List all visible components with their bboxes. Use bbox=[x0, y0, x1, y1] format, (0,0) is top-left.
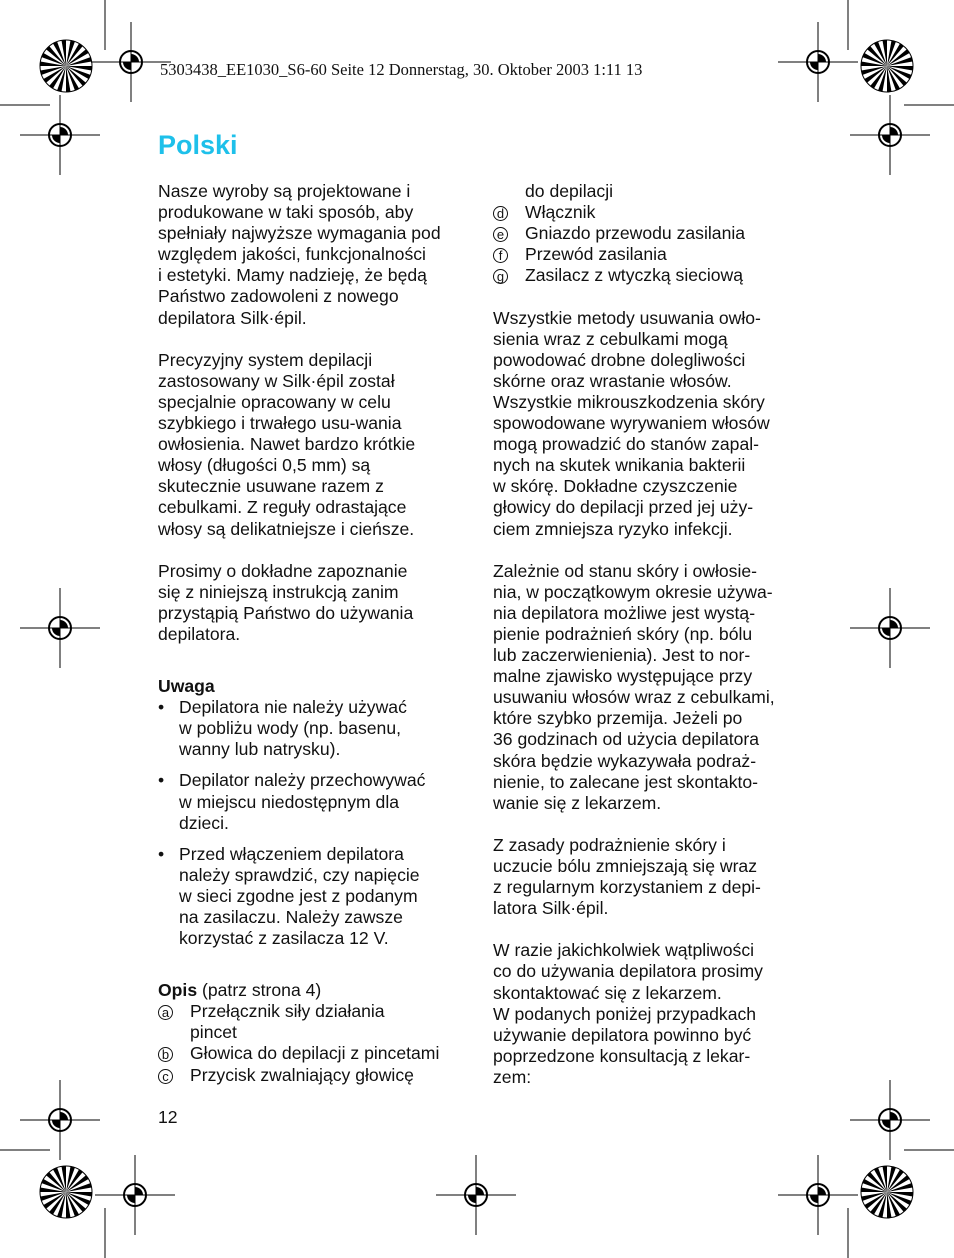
part-item: d Włącznik bbox=[493, 202, 798, 223]
print-header: 5303438_EE1030_S6-60 Seite 12 Donnerstag, 30. Oktober 2003 1:11 13 bbox=[160, 60, 643, 79]
page-title: Polski bbox=[158, 130, 238, 160]
part-continued: do depilacji bbox=[525, 181, 614, 201]
letter-c-icon: c bbox=[158, 1069, 173, 1084]
starburst-mark bbox=[40, 1166, 92, 1218]
intro-paragraph: Nasze wyroby są projektowane i produkowane w taki sposób, aby spełniały najwyższe wymagania pod względem jakości, funkcjonalności i estetyki. Mamy nadzieję, że będą Państwo zadowoleni z nowego depilatora Silk·épil. bbox=[158, 181, 441, 328]
bullet-icon: • bbox=[158, 843, 165, 864]
starburst-mark bbox=[40, 40, 92, 92]
starburst-mark bbox=[861, 40, 913, 92]
letter-e-icon: e bbox=[493, 227, 508, 242]
part-item: e Gniazdo przewodu zasilania bbox=[493, 223, 798, 244]
letter-g-icon: g bbox=[493, 269, 508, 284]
part-item: a Przełącznik siły działania pincet bbox=[158, 1001, 463, 1043]
instructions-paragraph: Prosimy o dokładne zapoznanie się z niniejszą instrukcją zanim przystąpią Państwo do używania depilatora. bbox=[158, 560, 414, 644]
starburst-mark bbox=[861, 1166, 913, 1218]
part-item: f Przewód zasilania bbox=[493, 244, 798, 265]
part-item: c Przycisk zwalniający głowicę bbox=[158, 1065, 463, 1086]
bullet-icon: • bbox=[158, 770, 165, 791]
warning-item: • Depilator należy przechowywać w miejscu niedostępnym dla dzieci. bbox=[158, 770, 426, 833]
warning-heading: Uwaga bbox=[158, 676, 215, 697]
warning-item: • Depilatora nie należy używać w pobliżu wody (np. basenu, wanny lub natrysku). bbox=[158, 697, 407, 760]
page-number: 12 bbox=[158, 1107, 178, 1127]
system-paragraph: Precyzyjny system depilacji zastosowany w Silk·épil został specjalnie opracowany w celu szybkiego i trwałego usu-wania owłosienia. Nawet bardzo krótkie włosy (długości 0,5 mm) są skutecznie usuwane razem z cebulkami. Z reguły odrastające włosy są delikatniejsze i cieńsze. bbox=[158, 349, 416, 539]
regular-use-paragraph: Z zasady podrażnienie skóry i uczucie bólu zmniejszają się wraz z regularnym korzystaniem z depi- latora Silk·épil. bbox=[493, 834, 761, 919]
letter-b-icon: b bbox=[158, 1047, 173, 1062]
doubts-paragraph: W razie jakichkolwiek wątpliwości co do używania depilatora prosimy skontaktować się z lekarzem. W podanych poniżej przypadkach używanie depilatora powinno być poprzedzone konsultacją z lekar- zem: bbox=[493, 940, 763, 1087]
description-heading: Opis (patrz strona 4) bbox=[158, 980, 322, 1001]
letter-d-icon: d bbox=[493, 206, 508, 221]
right-column bbox=[493, 181, 798, 1088]
part-item: b Głowica do depilacji z pincetami bbox=[158, 1043, 463, 1064]
irritation-paragraph: Zależnie od stanu skóry i owłosie- nia, w początkowym okresie używa- nia depilatora możliwe jest wystą- pienie podrażnień skóry (np. bólu lub zaczerwienienia). Jest to nor- malne zjawisko występujące przy usuwaniu włosów wraz z cebulkami, które szybko przemija. Jeżeli po 36 godzinach od użycia depilatora skóra będzie wykazywała podraż- nienie, to zalecane jest skontakto- wanie się z lekarzem. bbox=[493, 560, 775, 813]
bullet-icon: • bbox=[158, 697, 165, 718]
letter-f-icon: f bbox=[493, 248, 508, 263]
left-column bbox=[158, 181, 463, 1086]
letter-a-icon: a bbox=[158, 1005, 173, 1020]
warning-item: • Przed włączeniem depilatora należy sprawdzić, czy napięcie w sieci zgodne jest z podanym na zasilaczu. Należy zawsze korzystać z zasilacza 12 V. bbox=[158, 843, 420, 949]
part-item: g Zasilacz z wtyczką sieciową bbox=[493, 265, 798, 286]
risk-paragraph: Wszystkie metody usuwania owło- sienia wraz z cebulkami mogą powodować drobne dolegliwości skórne oraz wrastanie włosów. Wszystkie mikrouszkodzenia skóry spowodowane wyrywaniem włosów mogą prowadzić do stanów zapal- nych na skutek wnikania bakterii w skórę. Dokładne czyszczenie głowicy do depilacji przed jej uży- ciem zmniejsza ryzyko infekcji. bbox=[493, 307, 770, 539]
